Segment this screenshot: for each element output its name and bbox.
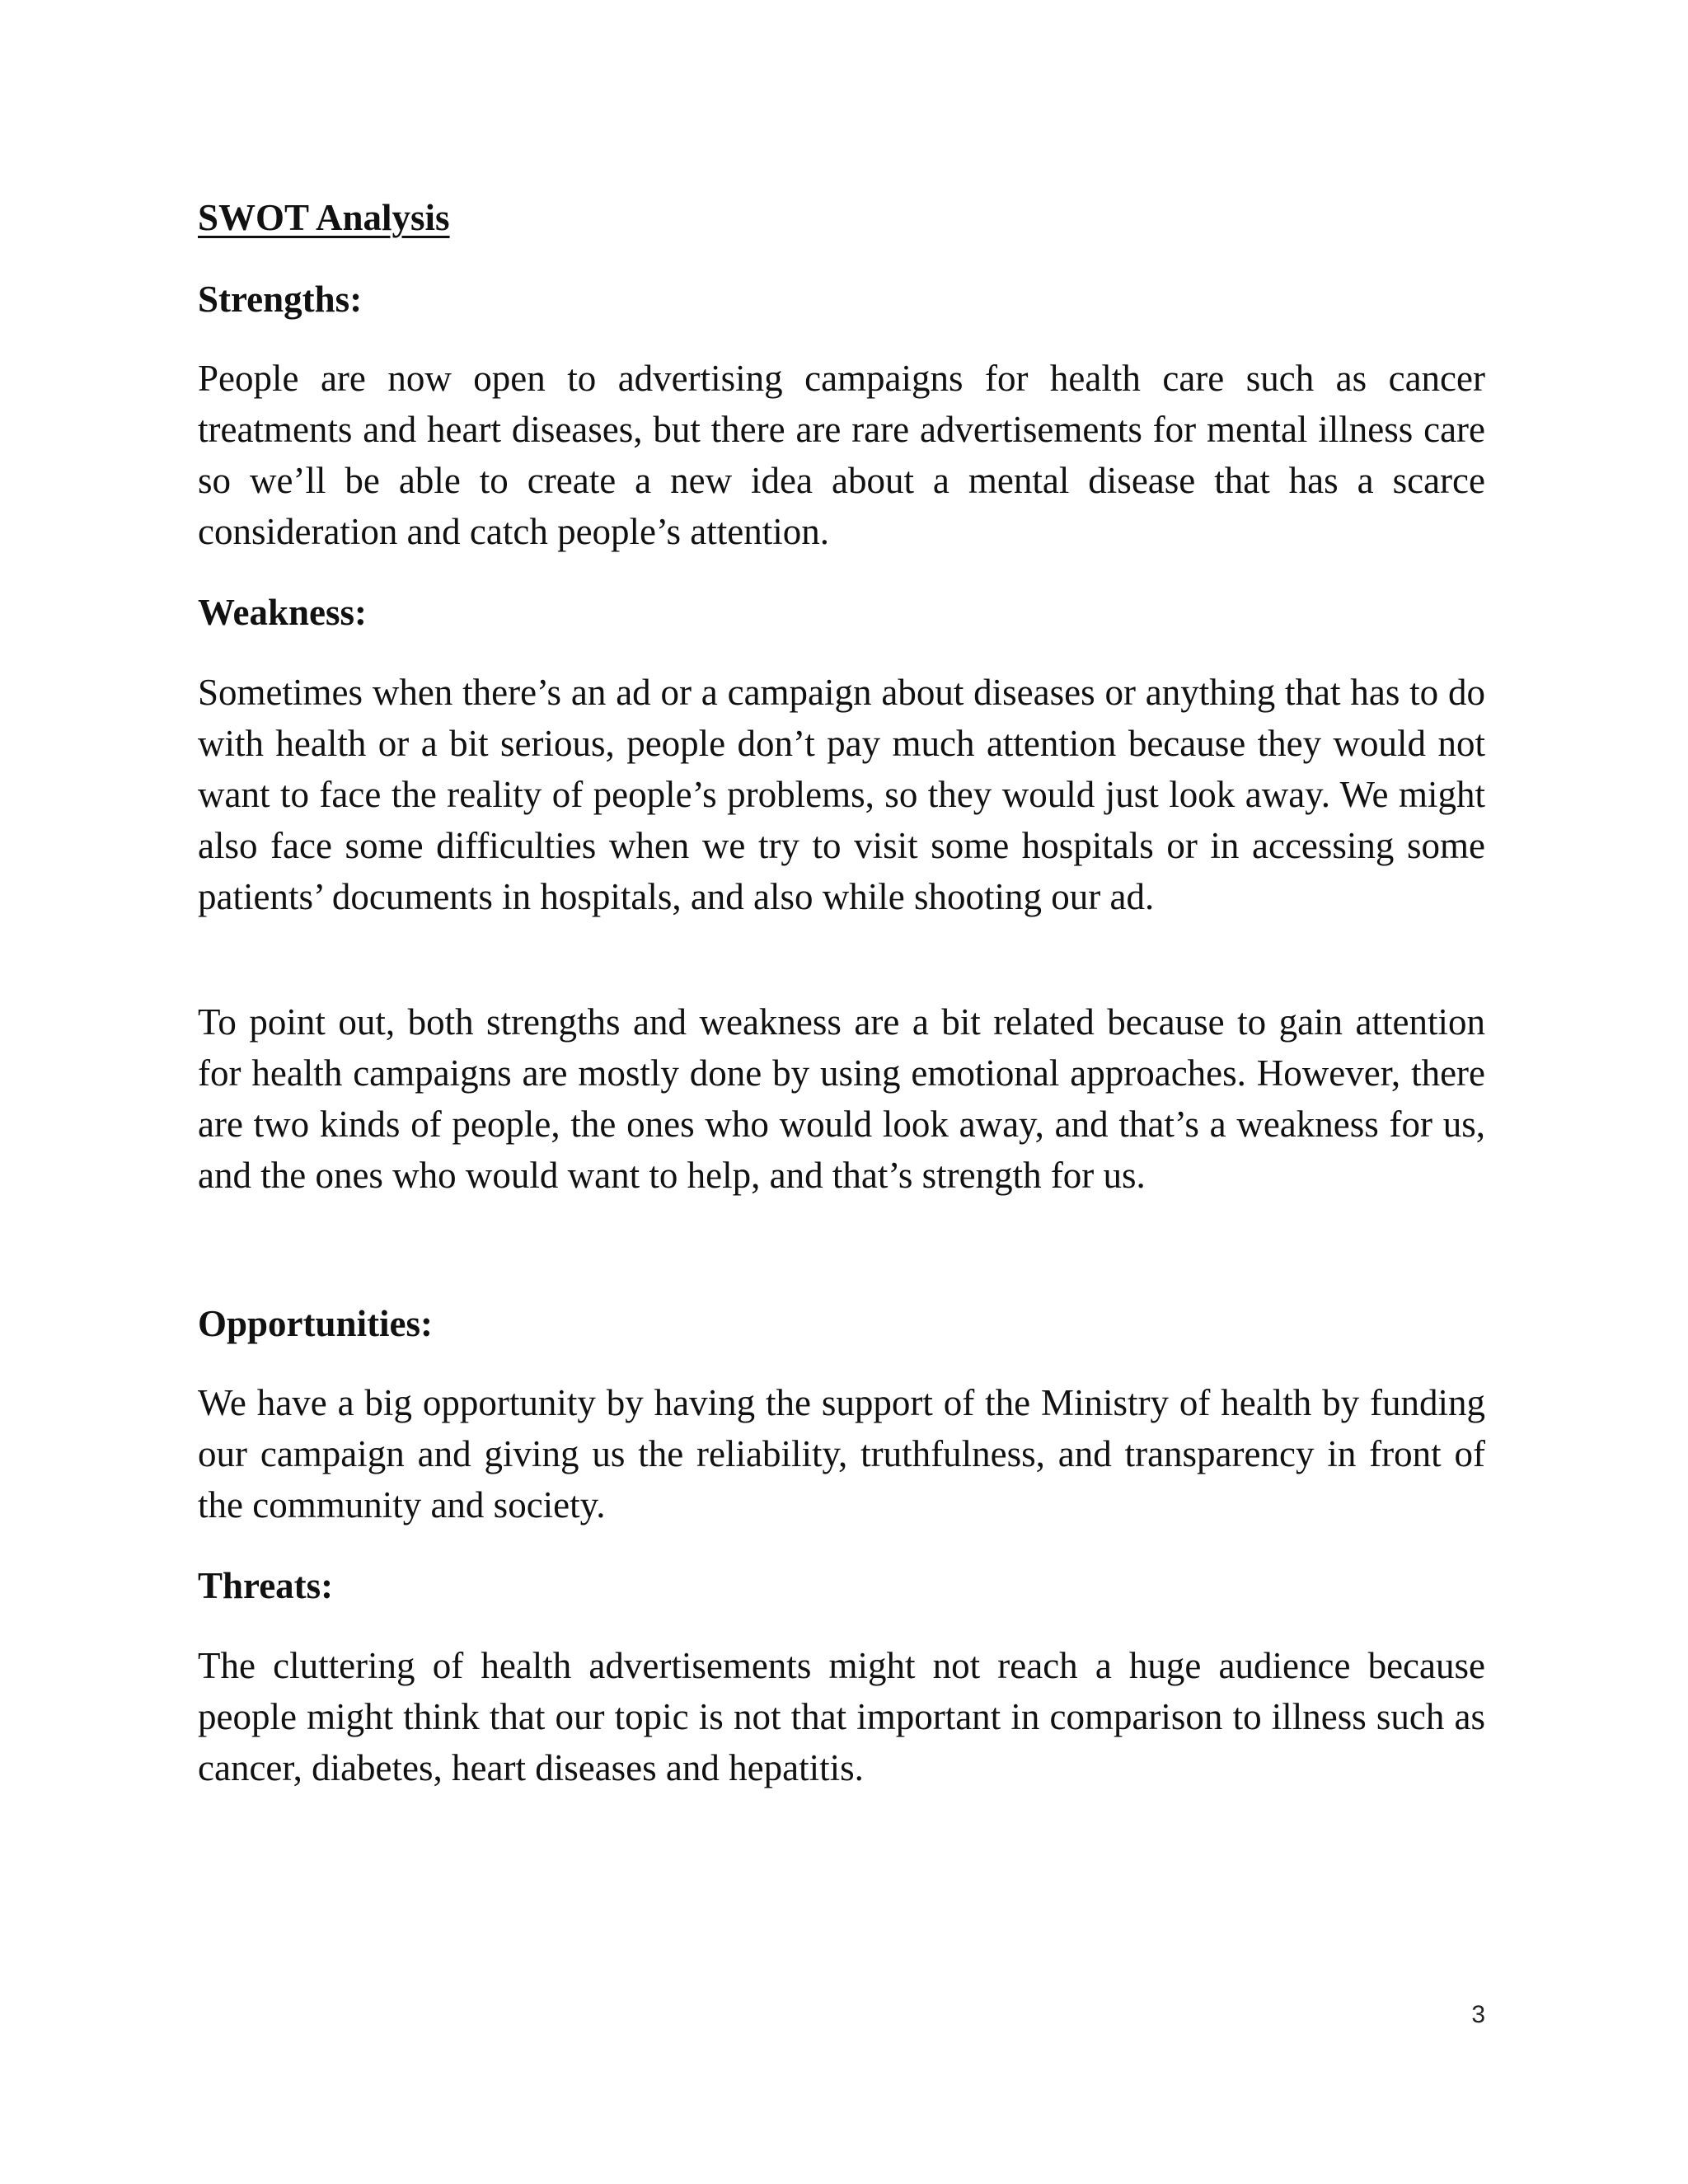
opportunities-heading: Opportunities: bbox=[198, 1302, 434, 1344]
page-title: SWOT Analysis bbox=[198, 197, 450, 238]
page-content bbox=[198, 194, 1485, 1825]
strengths-paragraph: People are now open to advertising campaigns for health care such as cancer treatments and heart diseases, but there are rare advertisements for mental illness care so we’ll be able to create a new idea about a mental disease that has a scarce consideration and catch people’s attention. bbox=[198, 358, 1485, 552]
comparison-paragraph: To point out, both strengths and weakness are a bit related because to gain attention for health campaigns are mostly done by using emotional approaches. However, there are two kinds of people, the ones who would look away, and that’s a weakness for us, and the ones who would want to help, and that’s strength for us. bbox=[198, 1001, 1485, 1196]
weakness-paragraph: Sometimes when there’s an ad or a campaign about diseases or anything that has to do with health or a bit serious, people don’t pay much attention because they would not want to face the reality of people’s problems, so they would just look away. We might also face some difficulties when we try to visit some hospitals or in accessing some patients’ documents in hospitals, and also while shooting our ad. bbox=[198, 671, 1485, 917]
page-number: 3 bbox=[1471, 2001, 1485, 2028]
threats-heading: Threats: bbox=[198, 1565, 334, 1606]
strengths-heading: Strengths: bbox=[198, 278, 363, 320]
weakness-heading: Weakness: bbox=[198, 592, 368, 633]
opportunities-paragraph: We have a big opportunity by having the support of the Ministry of health by funding our campaign and giving us the reliability, truthfulness, and transparency in front of the community and society. bbox=[198, 1382, 1485, 1526]
threats-paragraph: The cluttering of health advertisements might not reach a huge audience because people might think that our topic is not that important in comparison to illness such as cancer, diabetes, heart diseases and hepatitis. bbox=[198, 1644, 1485, 1788]
